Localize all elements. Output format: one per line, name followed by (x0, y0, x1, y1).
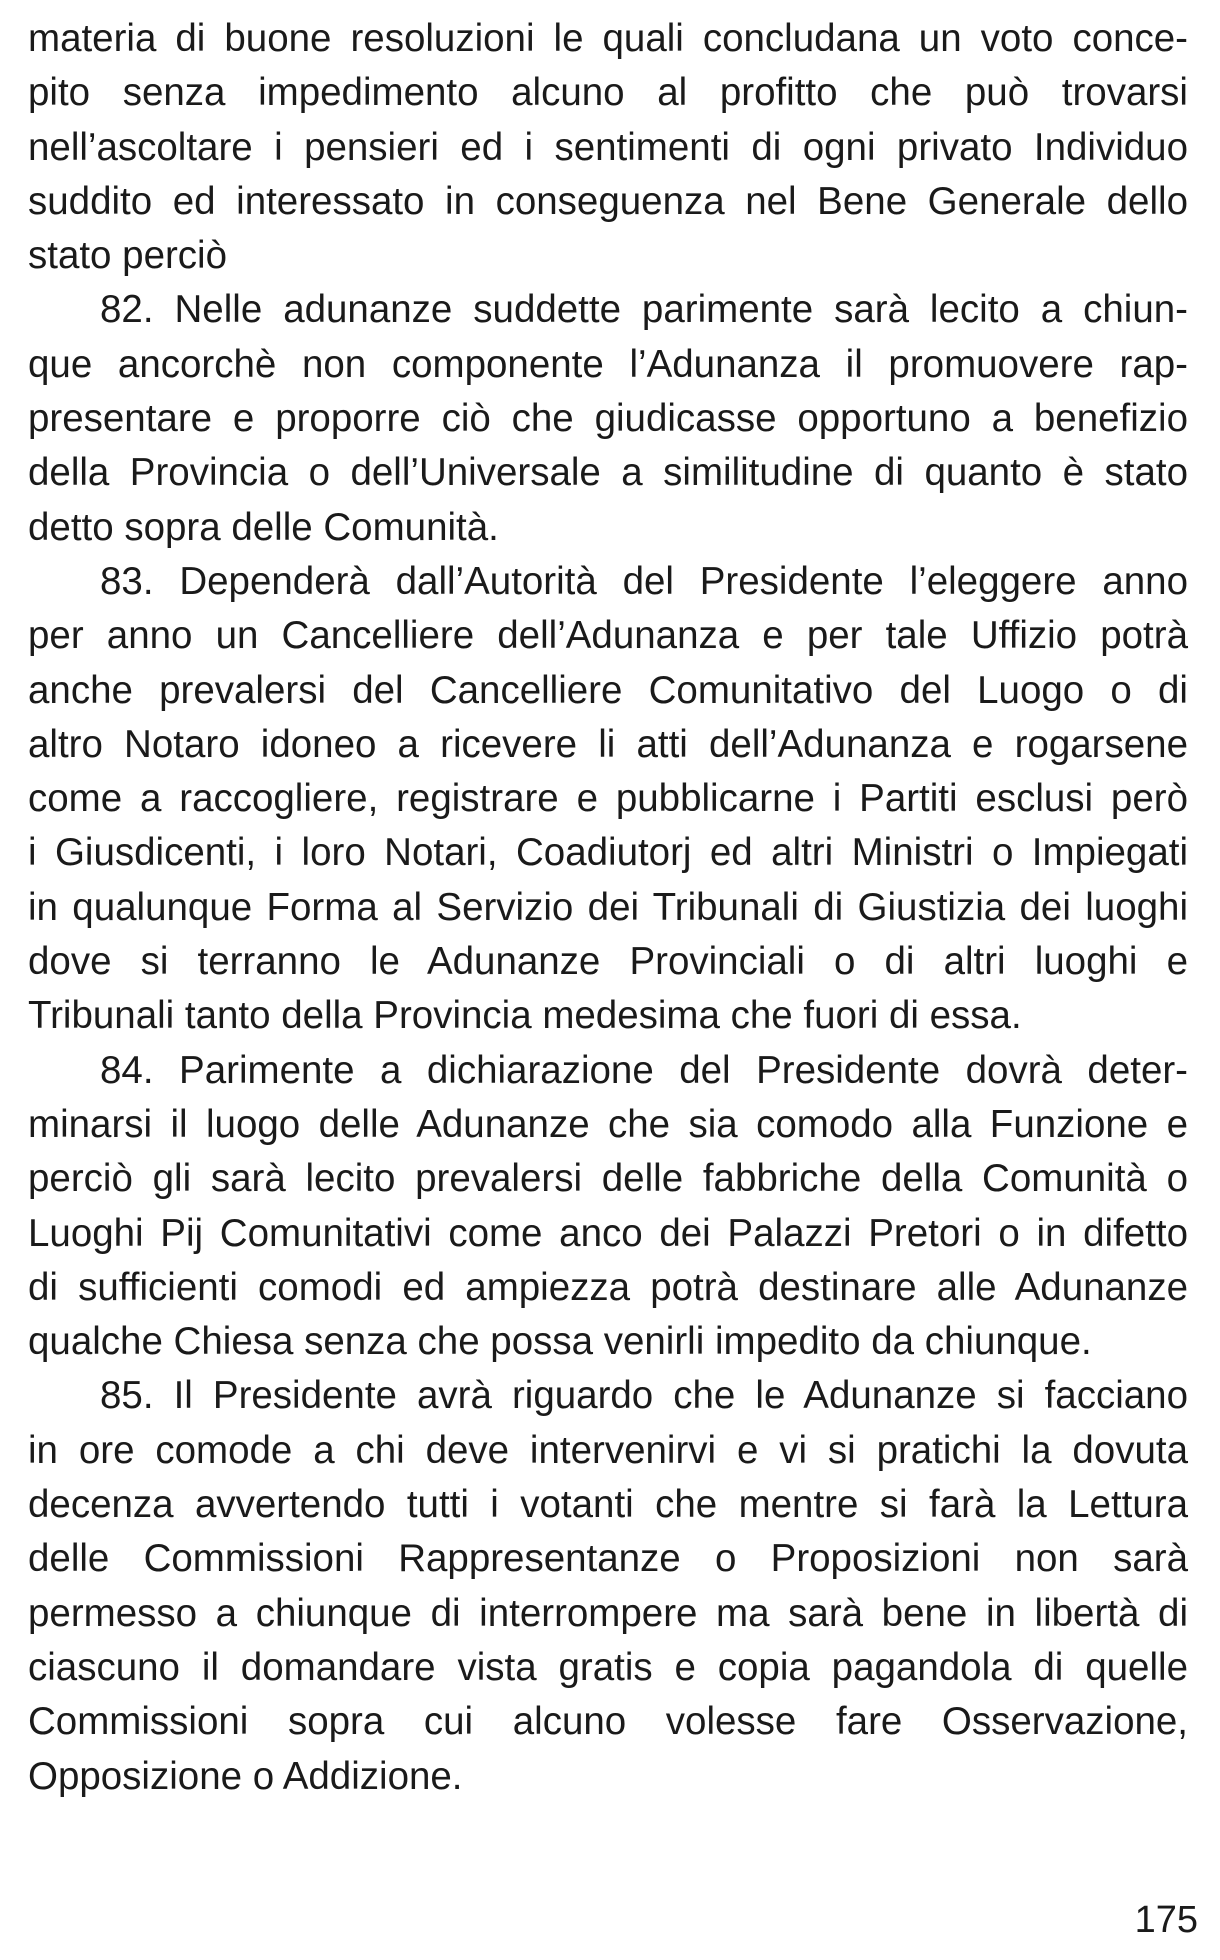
text-line-first (28, 555, 1188, 609)
text-line: Commissioni sopra cui alcuno volesse fare Osservazione, (28, 1700, 1188, 1744)
page-number: 175 (1134, 1899, 1198, 1941)
text-line: delle Commissioni Rappresentanze o Proposizioni non sarà (28, 1537, 1188, 1581)
text-line: nell’ascoltare i pensieri ed i sentimenti di ogni privato Individuo (28, 125, 1188, 169)
text-line: ciascuno il domandare vista gratis e copia pagandola di quelle (28, 1645, 1188, 1689)
article-number: 82. (100, 288, 154, 332)
text-line: dove si terranno le Adunanze Provinciali o di altri luoghi e (28, 940, 1188, 984)
text-line: Tribunali tanto della Provincia medesima che fuori di essa. (28, 994, 1022, 1038)
text-line-content: Il Presidente avrà riguardo che le Adunanze si facciano (173, 1374, 1189, 1418)
text-line: detto sopra delle Comunità. (28, 505, 499, 549)
text-line: per anno un Cancelliere dell’Adunanza e per tale Uffizio potrà (28, 614, 1188, 658)
text-line: decenza avvertendo tutti i votanti che mentre si farà la Lettura (28, 1483, 1188, 1527)
article-number: 84. (100, 1048, 154, 1092)
text-line: di sufficienti comodi ed ampiezza potrà destinare alle Adunanze (28, 1265, 1188, 1309)
text-line: permesso a chiunque di interrompere ma sarà bene in libertà di (28, 1591, 1188, 1635)
paragraph-85 (28, 1369, 1188, 1803)
text-line-first (28, 1044, 1188, 1098)
text-line-first (28, 283, 1188, 337)
text-line: in qualunque Forma al Servizio dei Tribunali di Giustizia dei luoghi (28, 885, 1188, 929)
text-line: suddito ed interessato in conseguenza nel Bene Generale dello (28, 179, 1188, 223)
article-number: 83. (100, 559, 154, 603)
text-line: Luoghi Pij Comunitativi come anco dei Palazzi Pretori o in difetto (28, 1211, 1188, 1255)
text-line: anche prevalersi del Cancelliere Comunitativo del Luogo o di (28, 668, 1188, 712)
text-line: in ore comode a chi deve intervenirvi e vi si pratichi la dovuta (28, 1428, 1188, 1472)
document-body (28, 12, 1188, 1804)
text-line: pito senza impedimento alcuno al profitto che può trovarsi (28, 71, 1188, 115)
text-line: minarsi il luogo delle Adunanze che sia comodo alla Funzione e (28, 1102, 1188, 1146)
paragraph (28, 12, 1188, 283)
text-line: stato perciò (28, 234, 228, 278)
paragraph-84 (28, 1044, 1188, 1370)
text-line-content: Parimente a dichiarazione del Presidente dovrà deter- (179, 1048, 1188, 1092)
text-line: qualche Chiesa senza che possa venirli impedito da chiunque. (28, 1320, 1092, 1364)
text-line-content: Dependerà dall’Autorità del Presidente l’eleggere anno (179, 559, 1188, 603)
text-line: altro Notaro idoneo a ricevere li atti dell’Adunanza e rogarsene (28, 722, 1188, 766)
text-line: i Giusdicenti, i loro Notari, Coadiutorj ed altri Ministri o Impiegati (28, 831, 1188, 875)
text-line-first (28, 1369, 1188, 1423)
text-line-content: Nelle adunanze suddette parimente sarà lecito a chiun- (174, 288, 1188, 332)
text-line: que ancorchè non componente l’Adunanza il promuovere rap- (28, 342, 1188, 386)
paragraph-83 (28, 555, 1188, 1044)
text-line: come a raccogliere, registrare e pubblicarne i Partiti esclusi però (28, 777, 1188, 821)
text-line: della Provincia o dell’Universale a similitudine di quanto è stato (28, 451, 1188, 495)
text-line: presentare e proporre ciò che giudicasse opportuno a benefizio (28, 397, 1188, 441)
paragraph-82 (28, 283, 1188, 554)
text-line: materia di buone resoluzioni le quali concludana un voto conce- (28, 17, 1188, 60)
article-number: 85. (100, 1374, 154, 1418)
text-line: perciò gli sarà lecito prevalersi delle fabbriche della Comunità o (28, 1157, 1188, 1201)
text-line: Opposizione o Addizione. (28, 1754, 463, 1798)
